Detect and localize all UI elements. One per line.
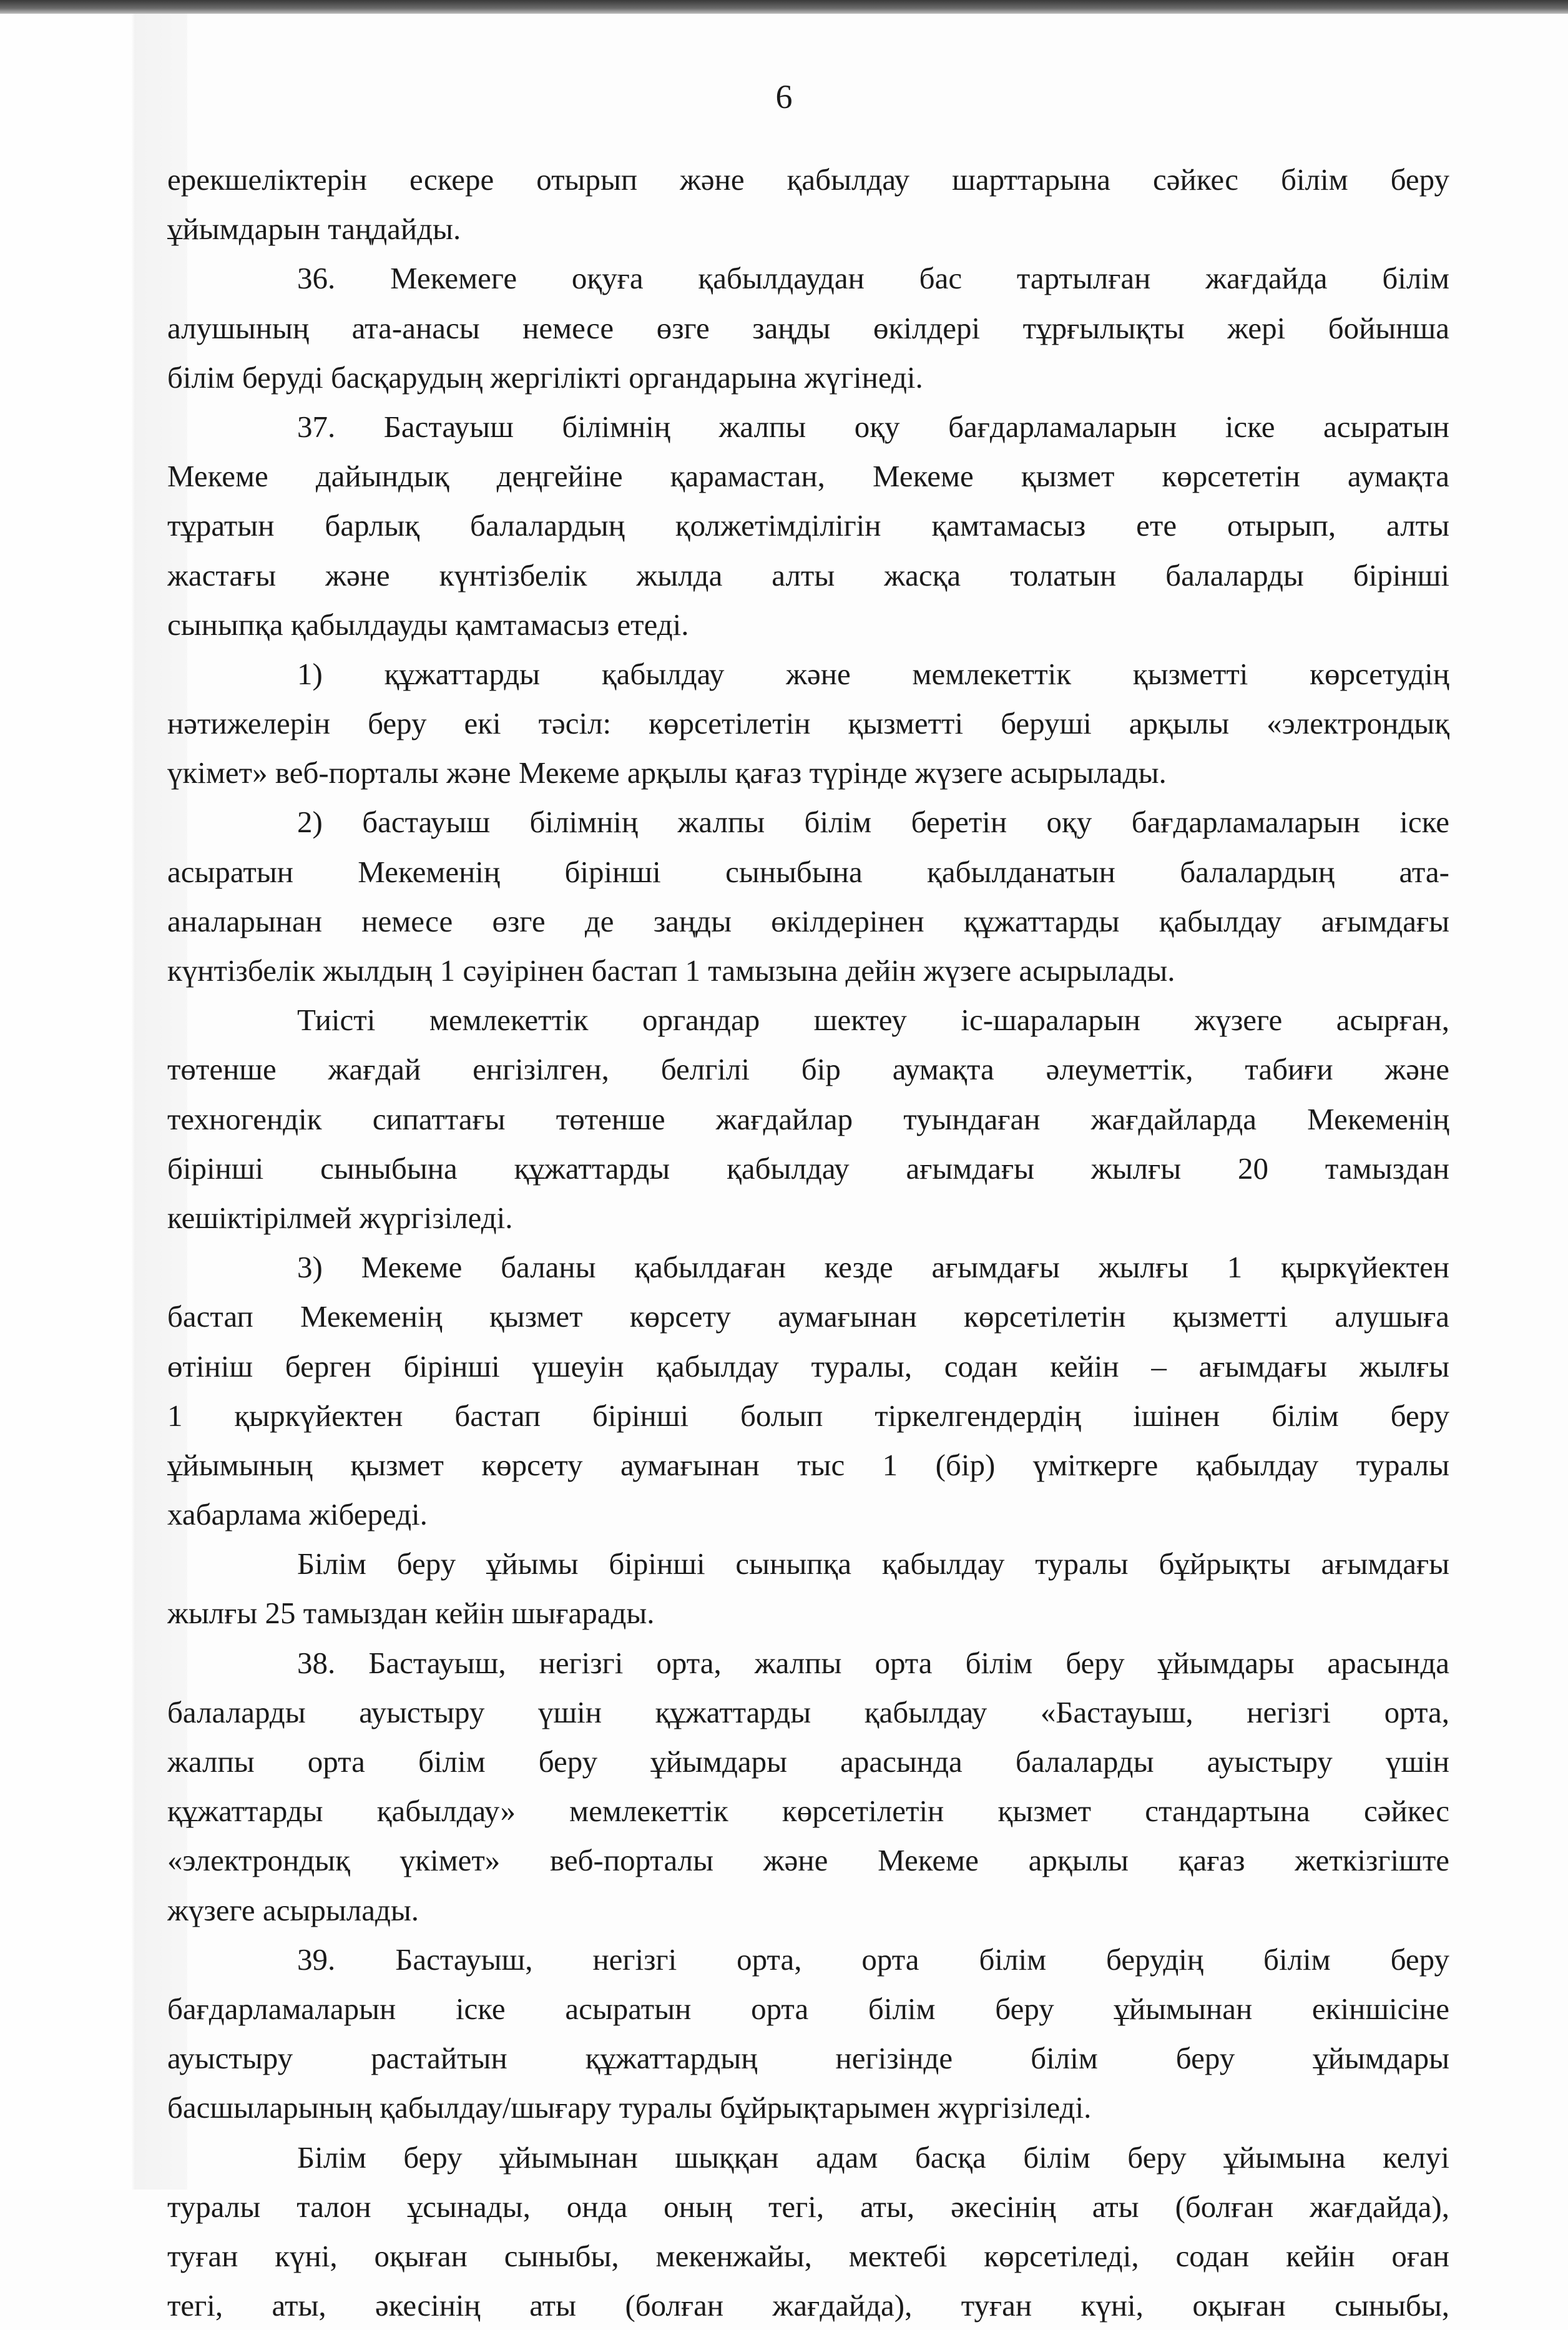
text-line: Мекеме дайындық деңгейіне қарамастан, Мекеме қызмет көрсететін аумақта (167, 451, 1449, 501)
paragraph (167, 1242, 1449, 1539)
paragraph (167, 402, 1449, 649)
text-line: тегі, аты, әкесінің аты (болған жағдайда), туған күні, оқыған сыныбы, (167, 2281, 1449, 2330)
text-line: техногендік сипаттағы төтенше жағдайлар туындаған жағдайларда Мекеменің (167, 1094, 1449, 1144)
document-body (167, 155, 1449, 2330)
text-line: «электрондық үкімет» веб-порталы және Мекеме арқылы қағаз жеткізгіште (167, 1836, 1449, 1885)
text-line: жалпы орта білім беру ұйымдары арасында балаларды ауыстыру үшін (167, 1737, 1449, 1786)
paragraph (167, 253, 1449, 402)
text-line: 38. Бастауыш, негізгі орта, жалпы орта білім беру ұйымдары арасында (167, 1638, 1449, 1688)
text-line: 1) құжаттарды қабылдау және мемлекеттік қызметті көрсетудің (167, 649, 1449, 699)
text-line: 39. Бастауыш, негізгі орта, орта білім берудің білім беру (167, 1935, 1449, 1984)
text-line: туралы талон ұсынады, онда оның тегі, аты, әкесінің аты (болған жағдайда), (167, 2182, 1449, 2231)
text-line: аналарынан немесе өзге де заңды өкілдерінен құжаттарды қабылдау ағымдағы (167, 897, 1449, 946)
text-line: нәтижелерін беру екі тәсіл: көрсетілетін қызметті беруші арқылы «электрондық (167, 699, 1449, 748)
paragraph (167, 995, 1449, 1242)
page-number: 6 (0, 75, 1568, 119)
text-line: құжаттарды қабылдау» мемлекеттік көрсетілетін қызмет стандартына сәйкес (167, 1786, 1449, 1836)
paragraph (167, 155, 1449, 253)
text-line: өтініш берген бірінші үшеуін қабылдау туралы, содан кейін – ағымдағы жылғы (167, 1342, 1449, 1391)
text-line: кешіктірілмей жүргізіледі. (167, 1193, 1449, 1242)
text-line: ерекшеліктерін ескере отырып және қабылдау шарттарына сәйкес білім беру (167, 155, 1449, 204)
text-line: жылғы 25 тамыздан кейін шығарады. (167, 1588, 1449, 1638)
text-line: білім беруді басқарудың жергілікті органдарына жүгінеді. (167, 353, 1449, 402)
text-line: үкімет» веб-порталы және Мекеме арқылы қағаз түрінде жүзеге асырылады. (167, 748, 1449, 797)
text-line: бірінші сыныбына құжаттарды қабылдау ағымдағы жылғы 20 тамыздан (167, 1144, 1449, 1193)
text-line: бастап Мекеменің қызмет көрсету аумағынан көрсетілетін қызметті алушыға (167, 1292, 1449, 1341)
text-line: балаларды ауыстыру үшін құжаттарды қабылдау «Бастауыш, негізгі орта, (167, 1688, 1449, 1737)
text-line: туған күні, оқыған сыныбы, мекенжайы, мектебі көрсетіледі, содан кейін оған (167, 2231, 1449, 2281)
text-line: басшыларының қабылдау/шығару туралы бұйрықтарымен жүргізіледі. (167, 2083, 1449, 2132)
text-line: Білім беру ұйымынан шыққан адам басқа білім беру ұйымына келуі (167, 2133, 1449, 2182)
text-line: 3) Мекеме баланы қабылдаған кезде ағымдағы жылғы 1 қыркүйектен (167, 1242, 1449, 1292)
text-line: алушының ата-анасы немесе өзге заңды өкілдері тұрғылықты жері бойынша (167, 303, 1449, 353)
text-line: жүзеге асырылады. (167, 1885, 1449, 1935)
text-line: 37. Бастауыш білімнің жалпы оқу бағдарламаларын іске асыратын (167, 402, 1449, 451)
paragraph (167, 1539, 1449, 1638)
text-line: ұйымдарын таңдайды. (167, 204, 1449, 253)
paragraph (167, 1638, 1449, 1935)
text-line: тұратын барлық балалардың қолжетімділігін қамтамасыз ете отырып, алты (167, 501, 1449, 550)
paragraph (167, 2133, 1449, 2330)
text-line: асыратын Мекеменің бірінші сыныбына қабылданатын балалардың ата- (167, 847, 1449, 897)
text-line: 1 қыркүйектен бастап бірінші болып тіркелгендердің ішінен білім беру (167, 1391, 1449, 1440)
paragraph (167, 649, 1449, 798)
text-line: ұйымының қызмет көрсету аумағынан тыс 1 (бір) үміткерге қабылдау туралы (167, 1440, 1449, 1490)
text-line: бағдарламаларын іске асыратын орта білім беру ұйымынан екіншісіне (167, 1984, 1449, 2033)
scanner-edge (0, 0, 1568, 14)
text-line: күнтізбелік жылдың 1 сәуірінен бастап 1 тамызына дейін жүзеге асырылады. (167, 946, 1449, 995)
text-line: жастағы және күнтізбелік жылда алты жасқа толатын балаларды бірінші (167, 551, 1449, 600)
paragraph (167, 797, 1449, 995)
text-line: ауыстыру растайтын құжаттардың негізінде білім беру ұйымдары (167, 2033, 1449, 2083)
text-line: Білім беру ұйымы бірінші сыныпқа қабылдау туралы бұйрықты ағымдағы (167, 1539, 1449, 1588)
text-line: төтенше жағдай енгізілген, белгілі бір аумақта әлеуметтік, табиғи және (167, 1045, 1449, 1094)
scan-shadow (0, 14, 187, 2190)
text-line: хабарлама жібереді. (167, 1490, 1449, 1539)
text-line: 36. Мекемеге оқуға қабылдаудан бас тартылған жағдайда білім (167, 253, 1449, 303)
paragraph (167, 1935, 1449, 2133)
text-line: 2) бастауыш білімнің жалпы білім беретін оқу бағдарламаларын іске (167, 797, 1449, 847)
text-line: сыныпқа қабылдауды қамтамасыз етеді. (167, 600, 1449, 649)
text-line: Тиісті мемлекеттік органдар шектеу іс-шараларын жүзеге асырған, (167, 995, 1449, 1045)
